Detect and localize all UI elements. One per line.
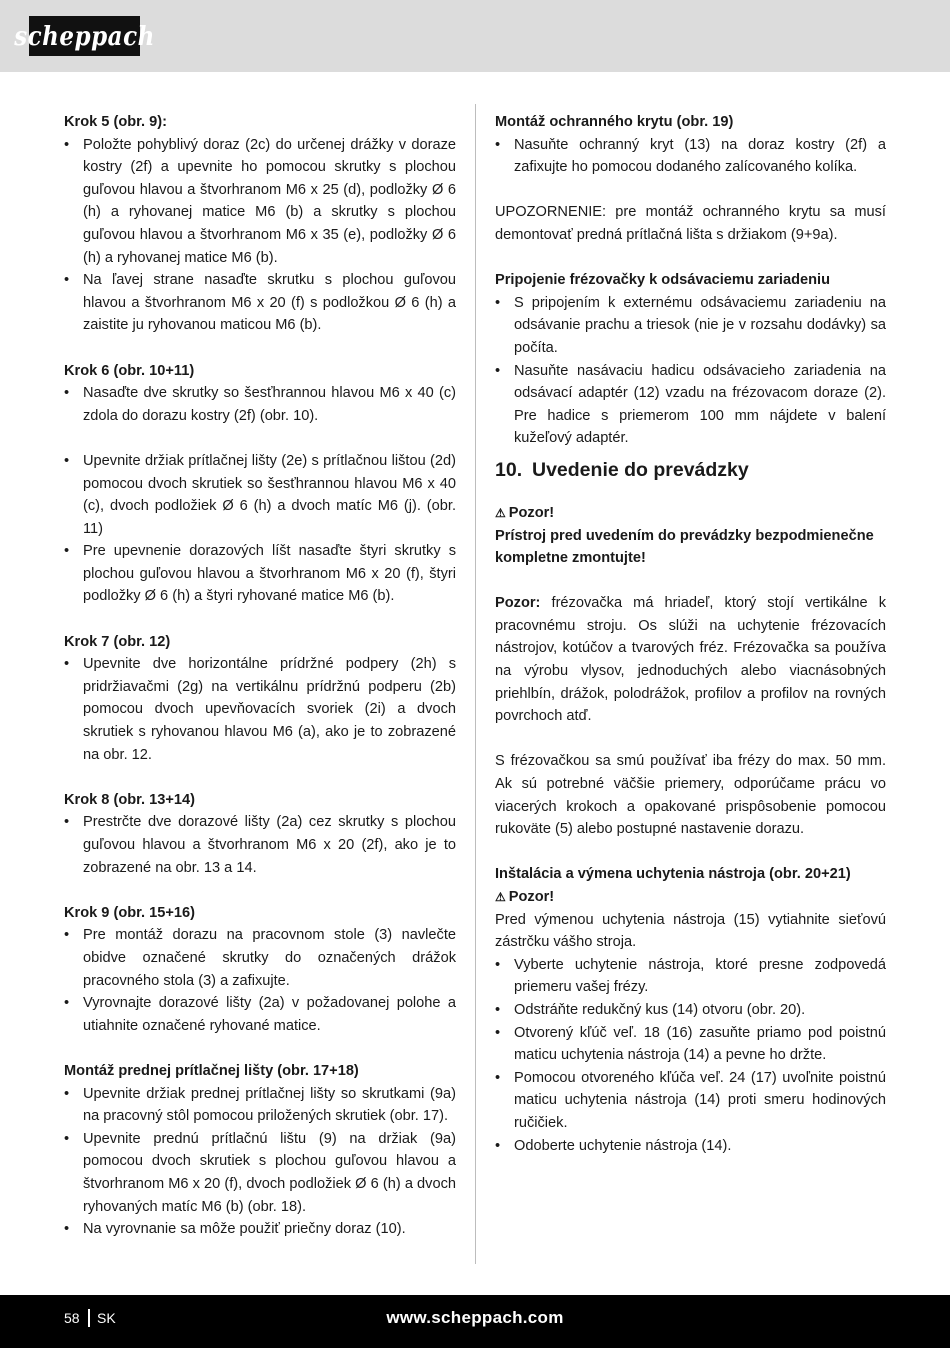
krok6-list-a [64, 382, 456, 427]
warning-label: Pozor! [508, 504, 555, 521]
list-item: • Vyberte uchytenie nástroja, ktoré presne zodpovedá priemeru vašej frézy. [495, 954, 886, 999]
pozor-label: Pozor: [495, 595, 541, 612]
krok6-list-b [64, 450, 456, 608]
warning-icon: ⚠ [495, 505, 506, 520]
instalacia-list [495, 954, 886, 1157]
pozor-paragraph [495, 592, 886, 728]
section-heading [495, 458, 886, 482]
list-item: • S pripojením k externému odsávaciemu zariadeniu na odsávanie prachu a triesok (nie je v rozsahu dodávky) sa počíta. [495, 292, 886, 360]
list-item: • Na ľavej strane nasaďte skrutku s plochou guľovou hlavou a štvorhranom M6 x 20 (f) s podložkou Ø 6 (h) a zaistite ju ryhovanou maticou M6 (b). [64, 269, 456, 337]
krok9-heading: Krok 9 (obr. 15+16) [64, 904, 195, 921]
krok5-heading: Krok 5 (obr. 9): [64, 114, 167, 130]
krok7-list [64, 653, 456, 766]
logo-text: scheppach [14, 20, 155, 52]
instalacia-intro: Pred výmenou uchytenia nástroja (15) vytiahnite sieťovú zástrčku vášho stroja. [495, 911, 886, 951]
montaz-listy-heading: Montáž prednej prítlačnej lišty (obr. 17+18) [64, 1062, 359, 1079]
section-title: Uvedenie do prevádzky [532, 458, 749, 481]
krok7-heading: Krok 7 (obr. 12) [64, 633, 171, 650]
instalacia-warning [495, 886, 886, 909]
list-item: • Nasuňte ochranný kryt (13) na doraz kostry (2f) a zafixujte ho pomocou dodaného zalícovaného kolíka. [495, 134, 886, 179]
left-column [64, 111, 456, 1241]
odsavanie-heading: Pripojenie frézovačky k odsávaciemu zariadeniu [495, 272, 830, 289]
list-item: • Upevnite prednú prítlačnú lištu (9) na držiak (9a) pomocou dvoch skrutiek s plochou guľovou hlavou a štvorhranom M6 x 20 (f), dvoch podložiek Ø 6 (h) a dvoch ryhovaných matíc M6 (b) (obr. 18). [64, 1128, 456, 1218]
krok9-list [64, 924, 456, 1037]
list-item: • Položte pohyblivý doraz (2c) do určenej drážky v doraze kostry (2f) a upevnite ho pomocou skrutky s plochou guľovou hlavou a štvorhranom M6 x 25 (d), podložky Ø 6 (h) a ryhovanej matice M6 (b) a skrutky s plochou guľovou hlavou a štvorhranom M6 x 35 (e), podložky Ø 6 (h) a ryhovanej matice M6 (b). [64, 134, 456, 270]
warning-text: Prístroj pred uvedením do prevádzky bezpodmienečne kompletne zmontujte! [495, 527, 874, 567]
odsavanie-list [495, 292, 886, 450]
kryt-heading: Montáž ochranného krytu (obr. 19) [495, 114, 734, 130]
pozor-text: frézovačka má hriadeľ, ktorý stojí vertikálne k pracovnému stroju. Os slúži na uchytenie frézovacích nástrojov, kotúčov a tvarových fréz. Frézovačka sa používa na výrobu vlysov, jednoduchých alebo viacnásobných priehlbín, drážok, polodrážok, profilov a profilov na rovných povrchoch atď. [495, 595, 886, 725]
website-link[interactable]: www.scheppach.com [386, 1308, 564, 1327]
list-item: • Odoberte uchytenie nástroja (14). [495, 1135, 886, 1158]
list-item: • Na vyrovnanie sa môže použiť priečny doraz (10). [64, 1218, 456, 1241]
list-item: • Pomocou otvoreného kľúča veľ. 24 (17) uvoľnite poistnú maticu uchytenia nástroja (14) proti smeru hodinových ručičiek. [495, 1067, 886, 1135]
instalacia-heading: Inštalácia a výmena uchytenia nástroja (obr. 20+21) [495, 866, 851, 883]
list-item: • Pre upevnenie dorazových líšt nasaďte štyri skrutky s plochou guľovou hlavou a štvorhranom M6 x 20 (f), štyri podložky Ø 6 (h) a štyri ryhované matice M6 (b). [64, 540, 456, 608]
montaz-listy-list [64, 1083, 456, 1241]
column-divider [475, 104, 476, 1264]
right-column [495, 111, 886, 1157]
kryt-note: UPOZORNENIE: pre montáž ochranného krytu sa musí demontovať predná prítlačná lišta s držiakom (9+9a). [495, 204, 886, 243]
list-item: • Upevnite držiak prednej prítlačnej lišty so skrutkami (9a) na pracovný stôl pomocou priložených skrutiek (obr. 17). [64, 1083, 456, 1128]
page-number: 58 [64, 1310, 80, 1326]
brand-logo [14, 16, 155, 56]
page-header [0, 0, 950, 72]
list-item: • Upevnite dve horizontálne prídržné podpery (2h) s pridržiavačmi (2g) na vertikálnu prídržnú podperu (2b) pomocou dvoch upevňovacích svoriek (2i) a dvoch skrutiek s ryhovanou hlavou M6 (a), ako je to zobrazené na obr. 12. [64, 653, 456, 766]
list-item: • Nasaďte dve skrutky so šesťhrannou hlavou M6 x 40 (c) zdola do dorazu kostry (2f) (obr. 10). [64, 382, 456, 427]
list-item: • Pre montáž dorazu na pracovnom stole (3) navlečte obidve označené skrutky do označených drážok pracovného stola (3) a zafixujte. [64, 924, 456, 992]
krok8-list [64, 811, 456, 879]
language-code: SK [97, 1310, 116, 1326]
list-item: • Upevnite držiak prítlačnej lišty (2e) s prítlačnou lištou (2d) pomocou dvoch skrutiek so šesťhrannou hlavou M6 x 40 (c), dvoch podložiek Ø 6 (h) a dvoch matíc M6 (j). (obr. 11) [64, 450, 456, 540]
warning-label: Pozor! [508, 889, 555, 905]
krok5-list [64, 134, 456, 337]
warning-icon: ⚠ [495, 890, 506, 904]
list-item: • Nasuňte nasávaciu hadicu odsávacieho zariadenia na odsávací adaptér (12) vzadu na frézovacom doraze (2). Pre hadice s priemerom 100 mm nájdete v balení kužeľový adaptér. [495, 360, 886, 450]
section-number: 10. [495, 458, 523, 481]
kryt-list [495, 134, 886, 179]
page-footer [0, 1295, 950, 1348]
list-item: • Otvorený kľúč veľ. 18 (16) zasuňte priamo pod poistnú maticu uchytenia nástroja (14) a pevne ho držte. [495, 1022, 886, 1067]
krok6-heading: Krok 6 (obr. 10+11) [64, 362, 195, 379]
freza-paragraph: S frézovačkou sa smú používať iba frézy do max. 50 mm. Ak sú potrebné väčšie priemery, odporúčame prácu vo viacerých krokoch a opakované prispôsobenie pomocou rukoväte (5) alebo postupné nastavenie dorazu. [495, 753, 886, 838]
warning-line [495, 502, 886, 525]
list-item: • Odstráňte redukčný kus (14) otvoru (obr. 20). [495, 999, 886, 1022]
list-item: • Vyrovnajte dorazové lišty (2a) v požadovanej polohe a utiahnite označené ryhované matice. [64, 992, 456, 1037]
krok8-heading: Krok 8 (obr. 13+14) [64, 791, 195, 808]
list-item: • Prestrčte dve dorazové lišty (2a) cez skrutky s plochou guľovou hlavou a štvorhranom M6 x 20 (2f), ako je to zobrazené na obr. 13 a 14. [64, 811, 456, 879]
